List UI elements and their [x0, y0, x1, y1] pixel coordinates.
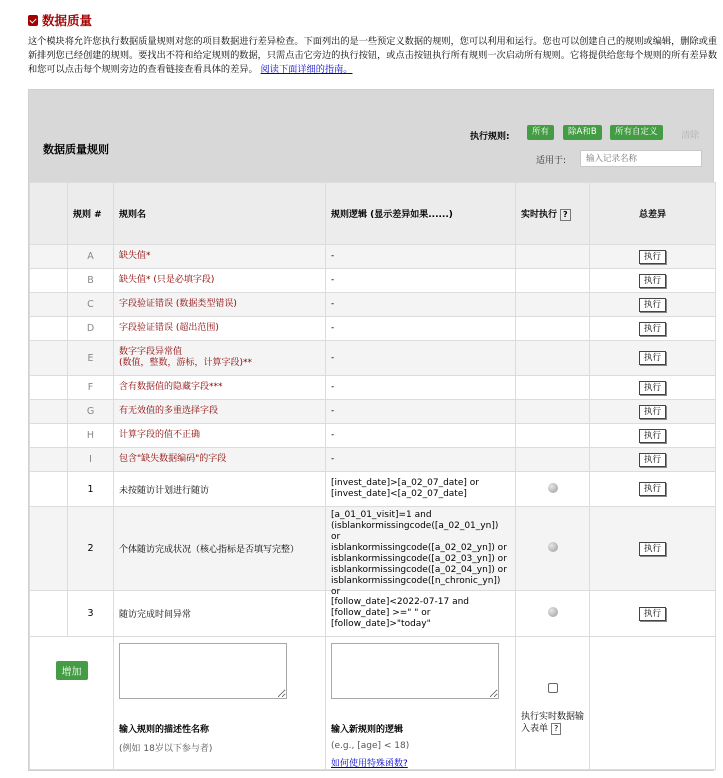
table-row: [30, 269, 716, 293]
new-rule-name-textarea[interactable]: [119, 643, 287, 699]
rule-name[interactable]: 随访完成时间异常: [114, 591, 326, 637]
execute-button[interactable]: 执行: [639, 405, 666, 419]
table-row: [30, 293, 716, 317]
new-rule-logic-label: 输入新规则的逻辑: [331, 725, 404, 735]
new-rule-row: [30, 637, 716, 770]
table-row-custom: [30, 507, 716, 591]
rule-num: A: [68, 245, 114, 269]
execute-button[interactable]: 执行: [639, 322, 666, 336]
total-header: 总差异: [590, 183, 716, 245]
rule-name-line1: 数字字段异常值: [119, 347, 183, 357]
page-header: [28, 12, 715, 28]
rule-num: I: [68, 448, 114, 472]
rule-num: H: [68, 424, 114, 448]
rule-name: 计算字段的值不正确: [114, 424, 326, 448]
new-rule-name-hint: (例如 18岁以下参与者): [119, 744, 213, 754]
new-rule-logic-example: (e.g., [age] < 18): [331, 741, 410, 751]
apply-to-label: 适用于:: [536, 156, 567, 166]
page-title: 数据质量: [42, 13, 93, 28]
table-row: [30, 317, 716, 341]
exec-except-ab-button[interactable]: 除A和B: [563, 125, 602, 140]
rule-name-line2: (数值，整数，游标，计算字段)**: [119, 358, 253, 368]
logic-line: isblankormissingcode([n_chronic_yn]) or: [331, 575, 501, 597]
rule-name: [114, 341, 326, 376]
rule-num: B: [68, 269, 114, 293]
special-functions-link[interactable]: 如何使用特殊函数?: [331, 759, 408, 769]
execute-button[interactable]: 执行: [639, 429, 666, 443]
rules-panel: [28, 89, 714, 771]
rule-num: E: [68, 341, 114, 376]
table-row-custom: [30, 591, 716, 637]
rule-name: 含有数据值的隐藏字段***: [114, 376, 326, 400]
table-row-custom: [30, 472, 716, 507]
rule-logic: -: [326, 269, 516, 293]
rule-num: C: [68, 293, 114, 317]
new-rule-logic-hint: [331, 741, 510, 769]
logic-line: [follow_date] >=" " or: [331, 608, 431, 618]
rule-logic: -: [326, 293, 516, 317]
execute-button[interactable]: 执行: [639, 351, 666, 365]
rule-logic[interactable]: [326, 472, 516, 507]
rule-num: 3: [68, 591, 114, 637]
rule-logic[interactable]: [326, 507, 516, 597]
execute-button[interactable]: 执行: [639, 607, 666, 621]
rule-logic: -: [326, 424, 516, 448]
realtime-help-icon[interactable]: ?: [551, 723, 561, 735]
logic-text-clip: [331, 509, 510, 597]
new-rule-logic-textarea[interactable]: [331, 643, 499, 699]
execute-button[interactable]: 执行: [639, 298, 666, 312]
add-rule-button[interactable]: 增加: [56, 661, 88, 680]
logic-line: [follow_date]<2022-07-17 and: [331, 597, 469, 607]
logic-line: isblankormissingcode([a_02_02_yn]) or: [331, 542, 507, 553]
rules-panel-header: [29, 90, 713, 182]
rule-name-header: 规则名: [114, 183, 326, 245]
exec-all-button[interactable]: 所有: [527, 125, 554, 140]
rule-num: 1: [68, 472, 114, 507]
table-row: [30, 400, 716, 424]
realtime-exec-label: 执行实时数据输入表单: [521, 712, 585, 734]
rule-name: 缺失值* (只是必填字段): [114, 269, 326, 293]
rule-logic: -: [326, 341, 516, 376]
rule-name: 有无效值的多重选择字段: [114, 400, 326, 424]
rule-logic: -: [326, 400, 516, 424]
exec-custom-button[interactable]: 所有自定义: [610, 125, 663, 140]
rule-logic-header: 规则逻辑 (显示差异如果......): [326, 183, 516, 245]
logic-line: [a_01_01_visit]=1 and: [331, 509, 432, 520]
rules-table: [29, 182, 716, 770]
logic-line: isblankormissingcode([a_02_04_yn]) or: [331, 564, 507, 575]
rule-num: D: [68, 317, 114, 341]
realtime-status-dot: [548, 607, 558, 617]
clear-button[interactable]: 清除: [681, 131, 700, 141]
execute-button[interactable]: 执行: [639, 453, 666, 467]
logic-line: [invest_date]>[a_02_07_date] or: [331, 478, 479, 488]
rule-logic: -: [326, 245, 516, 269]
rule-logic: -: [326, 448, 516, 472]
table-row: [30, 424, 716, 448]
realtime-checkbox[interactable]: [548, 683, 558, 693]
exec-rules-label: 执行规则:: [470, 132, 510, 142]
execute-button[interactable]: 执行: [639, 482, 666, 496]
realtime-status-dot: [548, 483, 558, 493]
realtime-header-label: 实时执行: [521, 209, 558, 220]
rule-name: 字段验证错误 (数据类型错误): [114, 293, 326, 317]
guide-link[interactable]: 阅读下面详细的指南。: [260, 64, 353, 75]
rule-num: 2: [68, 507, 114, 591]
rule-name: 字段验证错误 (超出范围): [114, 317, 326, 341]
execute-button[interactable]: 执行: [639, 381, 666, 395]
realtime-header: [516, 183, 590, 245]
intro-paragraph: [28, 35, 718, 77]
rule-logic: -: [326, 317, 516, 341]
logic-line: isblankormissingcode([a_02_03_yn]) or: [331, 553, 507, 564]
execute-button[interactable]: 执行: [639, 542, 666, 556]
record-name-input[interactable]: [580, 150, 702, 167]
rules-panel-title: 数据质量规则: [43, 143, 109, 156]
rule-logic: -: [326, 376, 516, 400]
table-row: [30, 341, 716, 376]
intro-text: 这个模块将允许您执行数据质量规则对您的项目数据进行差异检查。下面列出的是一些预定义数据的规则，您可以利用和运行。您也可以创建自己的规则或编辑，删除或重新排列您已经创建的规则。要找出不符和给定规则的数据，只需点击它旁边的执行按钮，或点击按钮执行所有规则一次启动所有规则。它将提供给您每个规则的所有差异数和您可以点击每个规则旁边的查看链接查看具体的差异。: [28, 36, 718, 75]
table-row: [30, 245, 716, 269]
rule-num: F: [68, 376, 114, 400]
execute-button[interactable]: 执行: [639, 250, 666, 264]
blank-header: [30, 183, 68, 245]
table-row: [30, 448, 716, 472]
table-header-row: [30, 183, 716, 245]
new-rule-name-label: 输入规则的描述性名称: [119, 725, 210, 735]
table-row: [30, 376, 716, 400]
rule-name: 缺失值*: [114, 245, 326, 269]
logic-line: [invest_date]<[a_02_07_date]: [331, 489, 467, 499]
rule-name[interactable]: 未按随访计划进行随访: [114, 472, 326, 507]
execute-button[interactable]: 执行: [639, 274, 666, 288]
logic-line: (isblankormissingcode([a_02_01_yn]) or: [331, 520, 499, 542]
logic-line: [follow_date]>"today": [331, 619, 431, 629]
rule-num-header: 规则 #: [68, 183, 114, 245]
realtime-status-dot: [548, 542, 558, 552]
rule-name: 包含"缺失数据编码"的字段: [114, 448, 326, 472]
rule-name[interactable]: 个体随访完成状况（核心指标是否填写完整）: [114, 507, 326, 591]
check-icon: [28, 15, 38, 26]
realtime-help-icon[interactable]: ?: [560, 209, 571, 221]
rule-num: G: [68, 400, 114, 424]
rule-logic[interactable]: [326, 591, 516, 637]
